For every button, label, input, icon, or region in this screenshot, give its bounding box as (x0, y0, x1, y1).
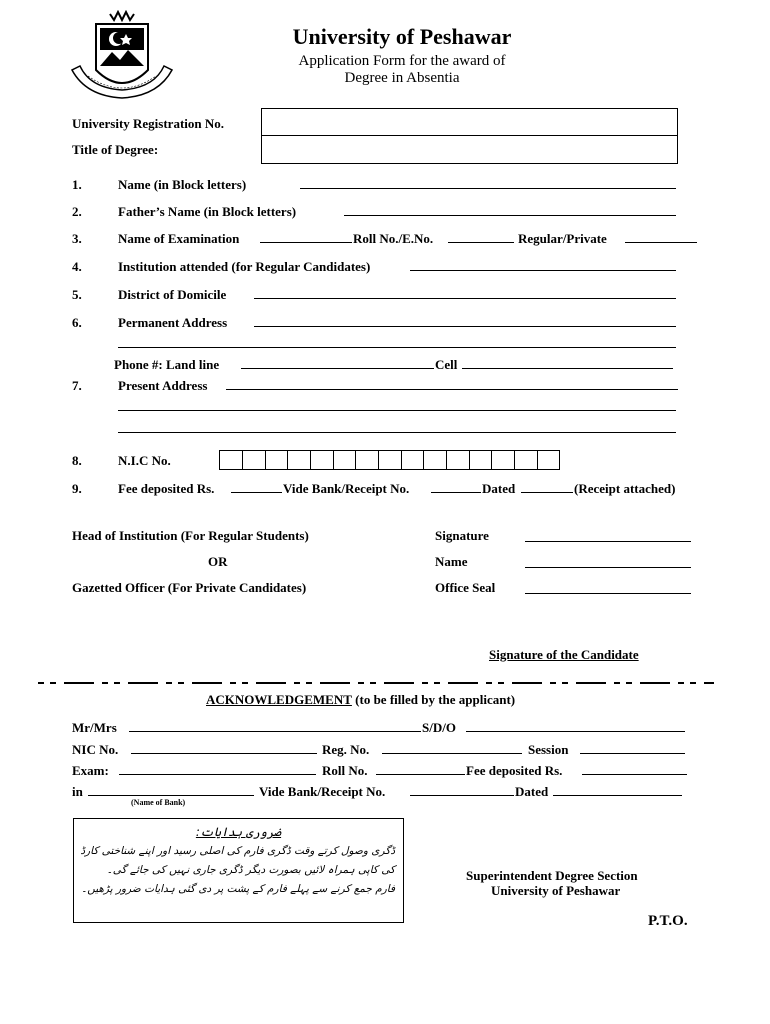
ack-in-label: in (72, 784, 83, 799)
ack-session-field[interactable] (580, 753, 685, 754)
fee-field[interactable] (231, 492, 282, 493)
nic-box[interactable] (537, 451, 560, 469)
acknowledgement-title: ACKNOWLEDGEMENT (206, 692, 352, 707)
item-number-2: 2. (72, 204, 82, 219)
acknowledgement-note: (to be filled by the applicant) (355, 692, 516, 707)
urdu-instruction-line-3: فارم جمع کرنے سے پہلے فارم کے پشت پر دی گئی ہدایات ضرور پڑھیں۔ (81, 883, 395, 895)
head-of-institution-label: Head of Institution (For Regular Students) (72, 528, 309, 543)
nic-box[interactable] (401, 451, 424, 469)
institution-field[interactable] (410, 270, 676, 271)
ack-roll-field[interactable] (376, 774, 465, 775)
vide-bank-field[interactable] (431, 492, 481, 493)
ack-vide-label: Vide Bank/Receipt No. (259, 784, 386, 799)
nic-box[interactable] (288, 451, 311, 469)
ack-nic-label: NIC No. (72, 742, 119, 757)
superintendent-label: Superintendent Degree Section (466, 868, 638, 883)
signature-label: Signature (435, 528, 489, 543)
item-number-3: 3. (72, 231, 82, 246)
ack-reg-label: Reg. No. (322, 742, 370, 757)
footer-university-label: University of Peshawar (491, 883, 621, 898)
item-number-6: 6. (72, 315, 82, 330)
page-title: University of Peshawar (292, 24, 512, 49)
or-label: OR (208, 554, 228, 569)
examination-field[interactable] (260, 242, 352, 243)
regular-private-field[interactable] (625, 242, 697, 243)
ack-roll-label: Roll No. (322, 763, 368, 778)
present-address-field-3[interactable] (118, 432, 676, 433)
form-subtitle-line2: Degree in Absentia (344, 70, 460, 86)
nic-box[interactable] (492, 451, 515, 469)
landline-label: Phone #: Land line (114, 357, 220, 372)
item-number-5: 5. (72, 287, 82, 302)
office-seal-field[interactable] (525, 593, 691, 594)
nic-box[interactable] (379, 451, 402, 469)
nic-box[interactable] (356, 451, 379, 469)
receipt-attached-label: (Receipt attached) (574, 481, 676, 496)
candidate-signature-label: Signature of the Candidate (489, 647, 639, 662)
institution-label: Institution attended (for Regular Candidates) (118, 259, 371, 274)
nic-input-boxes[interactable] (219, 450, 560, 470)
certifier-name-label: Name (435, 554, 468, 569)
office-seal-label: Office Seal (435, 580, 496, 595)
dated-label: Dated (482, 481, 516, 496)
vide-bank-label: Vide Bank/Receipt No. (283, 481, 410, 496)
nic-box[interactable] (515, 451, 538, 469)
urdu-instruction-line-2: کی کاپی ہمراہ لائیں بصورت دیگر ڈگری جاری نہیں کی جائے گی۔ (106, 864, 395, 876)
present-address-field-2[interactable] (118, 410, 676, 411)
name-label: Name (in Block letters) (118, 177, 247, 192)
present-address-field-1[interactable] (226, 389, 678, 390)
regular-private-label: Regular/Private (518, 231, 607, 246)
permanent-address-label: Permanent Address (118, 315, 228, 330)
urdu-instruction-line-1: ڈگری وصول کرتے وقت ڈگری فارم کی اصلی رسید اور اپنے شناختی کارڈ (80, 845, 395, 857)
landline-field[interactable] (241, 368, 434, 369)
gazetted-officer-label: Gazetted Officer (For Private Candidates) (72, 580, 307, 595)
item-number-9: 9. (72, 481, 82, 496)
pto-label: P.T.O. (648, 913, 688, 929)
ack-session-label: Session (528, 742, 569, 757)
ack-dated-field[interactable] (553, 795, 682, 796)
degree-title-label: Title of Degree: (72, 142, 159, 157)
ack-fee-label: Fee deposited Rs. (466, 763, 563, 778)
nic-box[interactable] (424, 451, 447, 469)
nic-label: N.I.C No. (118, 453, 171, 468)
present-address-label: Present Address (118, 378, 208, 393)
registration-input-box[interactable] (261, 108, 678, 136)
ack-mrmrs-field[interactable] (129, 731, 421, 732)
nic-box[interactable] (333, 451, 356, 469)
domicile-field[interactable] (254, 298, 676, 299)
registration-label: University Registration No. (72, 116, 225, 131)
ack-sdo-label: S/D/O (422, 720, 456, 735)
nic-box[interactable] (469, 451, 492, 469)
ack-dated-label: Dated (515, 784, 549, 799)
nic-box[interactable] (311, 451, 334, 469)
urdu-instructions-box (73, 818, 404, 923)
degree-title-input-box[interactable] (261, 135, 678, 164)
permanent-address-field-2[interactable] (118, 347, 676, 348)
cell-label: Cell (435, 357, 458, 372)
nic-box[interactable] (265, 451, 288, 469)
ack-fee-field[interactable] (582, 774, 687, 775)
item-number-7: 7. (72, 378, 82, 393)
permanent-address-field-1[interactable] (254, 326, 676, 327)
nic-box[interactable] (243, 451, 266, 469)
roll-no-field[interactable] (448, 242, 514, 243)
signature-field[interactable] (525, 541, 691, 542)
item-number-8: 8. (72, 453, 82, 468)
ack-bank-field[interactable] (88, 795, 254, 796)
name-field[interactable] (300, 188, 676, 189)
nic-box[interactable] (447, 451, 470, 469)
father-name-label: Father’s Name (in Block letters) (118, 204, 297, 219)
father-name-field[interactable] (344, 215, 676, 216)
domicile-label: District of Domicile (118, 287, 227, 302)
dated-field[interactable] (521, 492, 573, 493)
nic-box[interactable] (220, 451, 243, 469)
item-number-1: 1. (72, 177, 82, 192)
certifier-name-field[interactable] (525, 567, 691, 568)
cell-field[interactable] (462, 368, 673, 369)
ack-sdo-field[interactable] (466, 731, 685, 732)
ack-vide-field[interactable] (410, 795, 514, 796)
fee-label: Fee deposited Rs. (118, 481, 215, 496)
examination-label: Name of Examination (118, 231, 240, 246)
ack-reg-field[interactable] (382, 753, 522, 754)
form-subtitle-line1: Application Form for the award of (298, 53, 506, 69)
ack-bank-note: (Name of Bank) (131, 798, 186, 807)
urdu-instructions-heading: ضروری ہدایات: (195, 825, 282, 839)
ack-nic-field[interactable] (131, 753, 317, 754)
ack-exam-field[interactable] (119, 774, 316, 775)
roll-no-label: Roll No./E.No. (353, 231, 434, 246)
ack-mrmrs-label: Mr/Mrs (72, 720, 117, 735)
cut-line-divider (38, 682, 714, 685)
item-number-4: 4. (72, 259, 82, 274)
ack-exam-label: Exam: (72, 763, 109, 778)
